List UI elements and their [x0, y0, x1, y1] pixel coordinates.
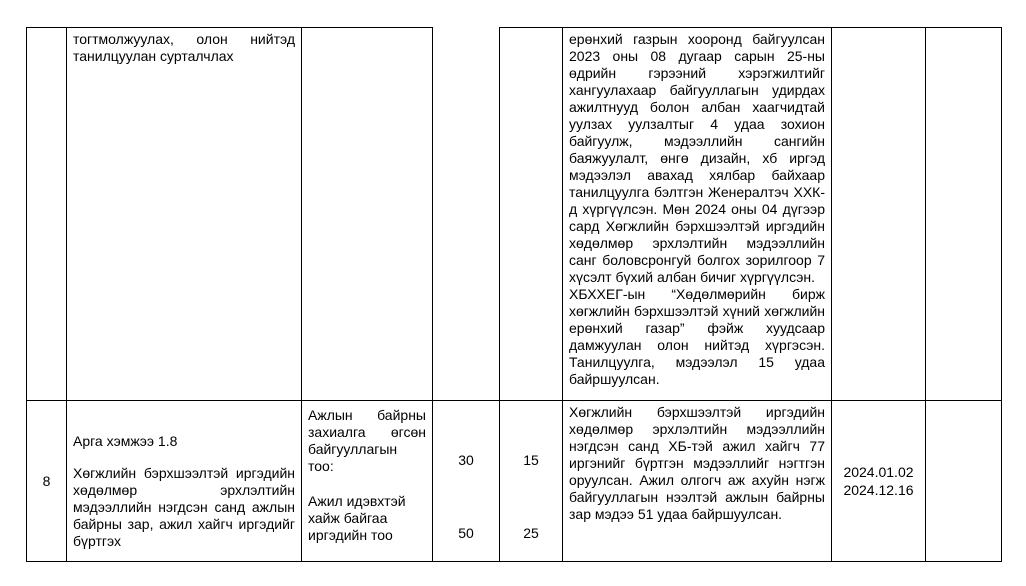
result-cell-empty [500, 28, 563, 401]
table-row-continuation [27, 28, 1002, 401]
row-number-cell [27, 401, 67, 562]
description-paragraph-1: ерөнхий газрын хооронд байгуулсан 2023 оны 08 дугаар сарын 25-ны өдрийн гэрээний хэрэгжилтийг хангуулахаар байгууллагын удирдах ажилтнууд болон албан хаагчидтай уулзах уулзалтыг 4 удаа зохион байгуулж, мэдээллийн сангийн баяжуулалт, өнгө дизайн, хб иргэд мэдээлэл авахад хялбар байхаар танилцуулга бэлтгэн Женералтэч ХХК-д хүргүүлсэн. Мөн 2024 оны 04 дүгээр сард Хөгжлийн бэрхшээлтэй иргэдийн хөдөлмөр эрхлэлтийн мэдээллийн санг боловсронгуй болгох зорилгоор 7 хүсэлт бүхий албан бичиг хүргүүлсэн. [569, 31, 825, 285]
activity-continuation-cell [67, 28, 302, 401]
result-value-2: 25 [523, 525, 539, 541]
note-cell-empty [926, 28, 1002, 401]
note-cell-empty-2 [926, 401, 1002, 562]
indicator-text-1: Ажлын байрны захиалга өгсөн байгууллагын тоо: [308, 407, 426, 474]
indicator-cell-empty [302, 28, 433, 401]
row-number: 8 [42, 472, 51, 489]
table-row-8 [27, 401, 1002, 562]
date-cell [832, 401, 926, 562]
row-number-cell-empty [27, 28, 67, 401]
indicator-text-2: Ажил идэвхтэй хайж байгаа иргэдийн тоо [308, 493, 406, 543]
target-cell [433, 401, 500, 562]
target-cell-empty [433, 28, 500, 401]
description-paragraph-2: ХБХХЕГ-ын “Хөдөлмөрийн бирж хөгжлийн бэрхшээлтэй хүний хөгжлийн ерөнхий газар” фэйж хуудсаар дамжуулан олон нийтэд хүргэсэн. Танилцуулга, мэдээлэл 15 удаа байршуулсан. [569, 286, 825, 387]
result-value-1: 15 [523, 452, 539, 468]
description-cell [563, 401, 832, 562]
date-cell-empty [832, 28, 926, 401]
activity-title: Арга хэмжээ 1.8 [73, 433, 178, 449]
indicator-cell [302, 401, 433, 562]
activity-body: Хөгжлийн бэрхшээлтэй иргэдийн хөдөлмөр эрхлэлтийн мэдээллийн нэгдсэн санд ажлын байрны зар, ажил хайгч иргэдийг бүртгэх [73, 465, 295, 549]
target-value-2: 50 [458, 525, 474, 541]
date-line-2: 2024.12.16 [843, 482, 914, 498]
description-text: Хөгжлийн бэрхшээлтэй иргэдийн хөдөлмөр эрхлэлтийн мэдээллийн нэгдсэн санд ХБ-тэй ажил хайгч 77 иргэнийг бүртгэн мэдээллийг нэгтгэн оруулсан. Ажил олгогч аж ахуйн нэгж байгууллагын нээлтэй ажлын байрны зар мэдээ 51 удаа байршуулсан. [569, 404, 825, 522]
target-value-1: 30 [458, 452, 474, 468]
activity-cell [67, 401, 302, 562]
result-cell [500, 401, 563, 562]
description-cell-continuation [563, 28, 832, 401]
activity-report-table [26, 27, 1002, 562]
activity-continuation-text: тогтмолжуулах, олон нийтэд танилцуулан сурталчлах [73, 31, 295, 64]
date-line-1: 2024.01.02 [843, 464, 914, 480]
